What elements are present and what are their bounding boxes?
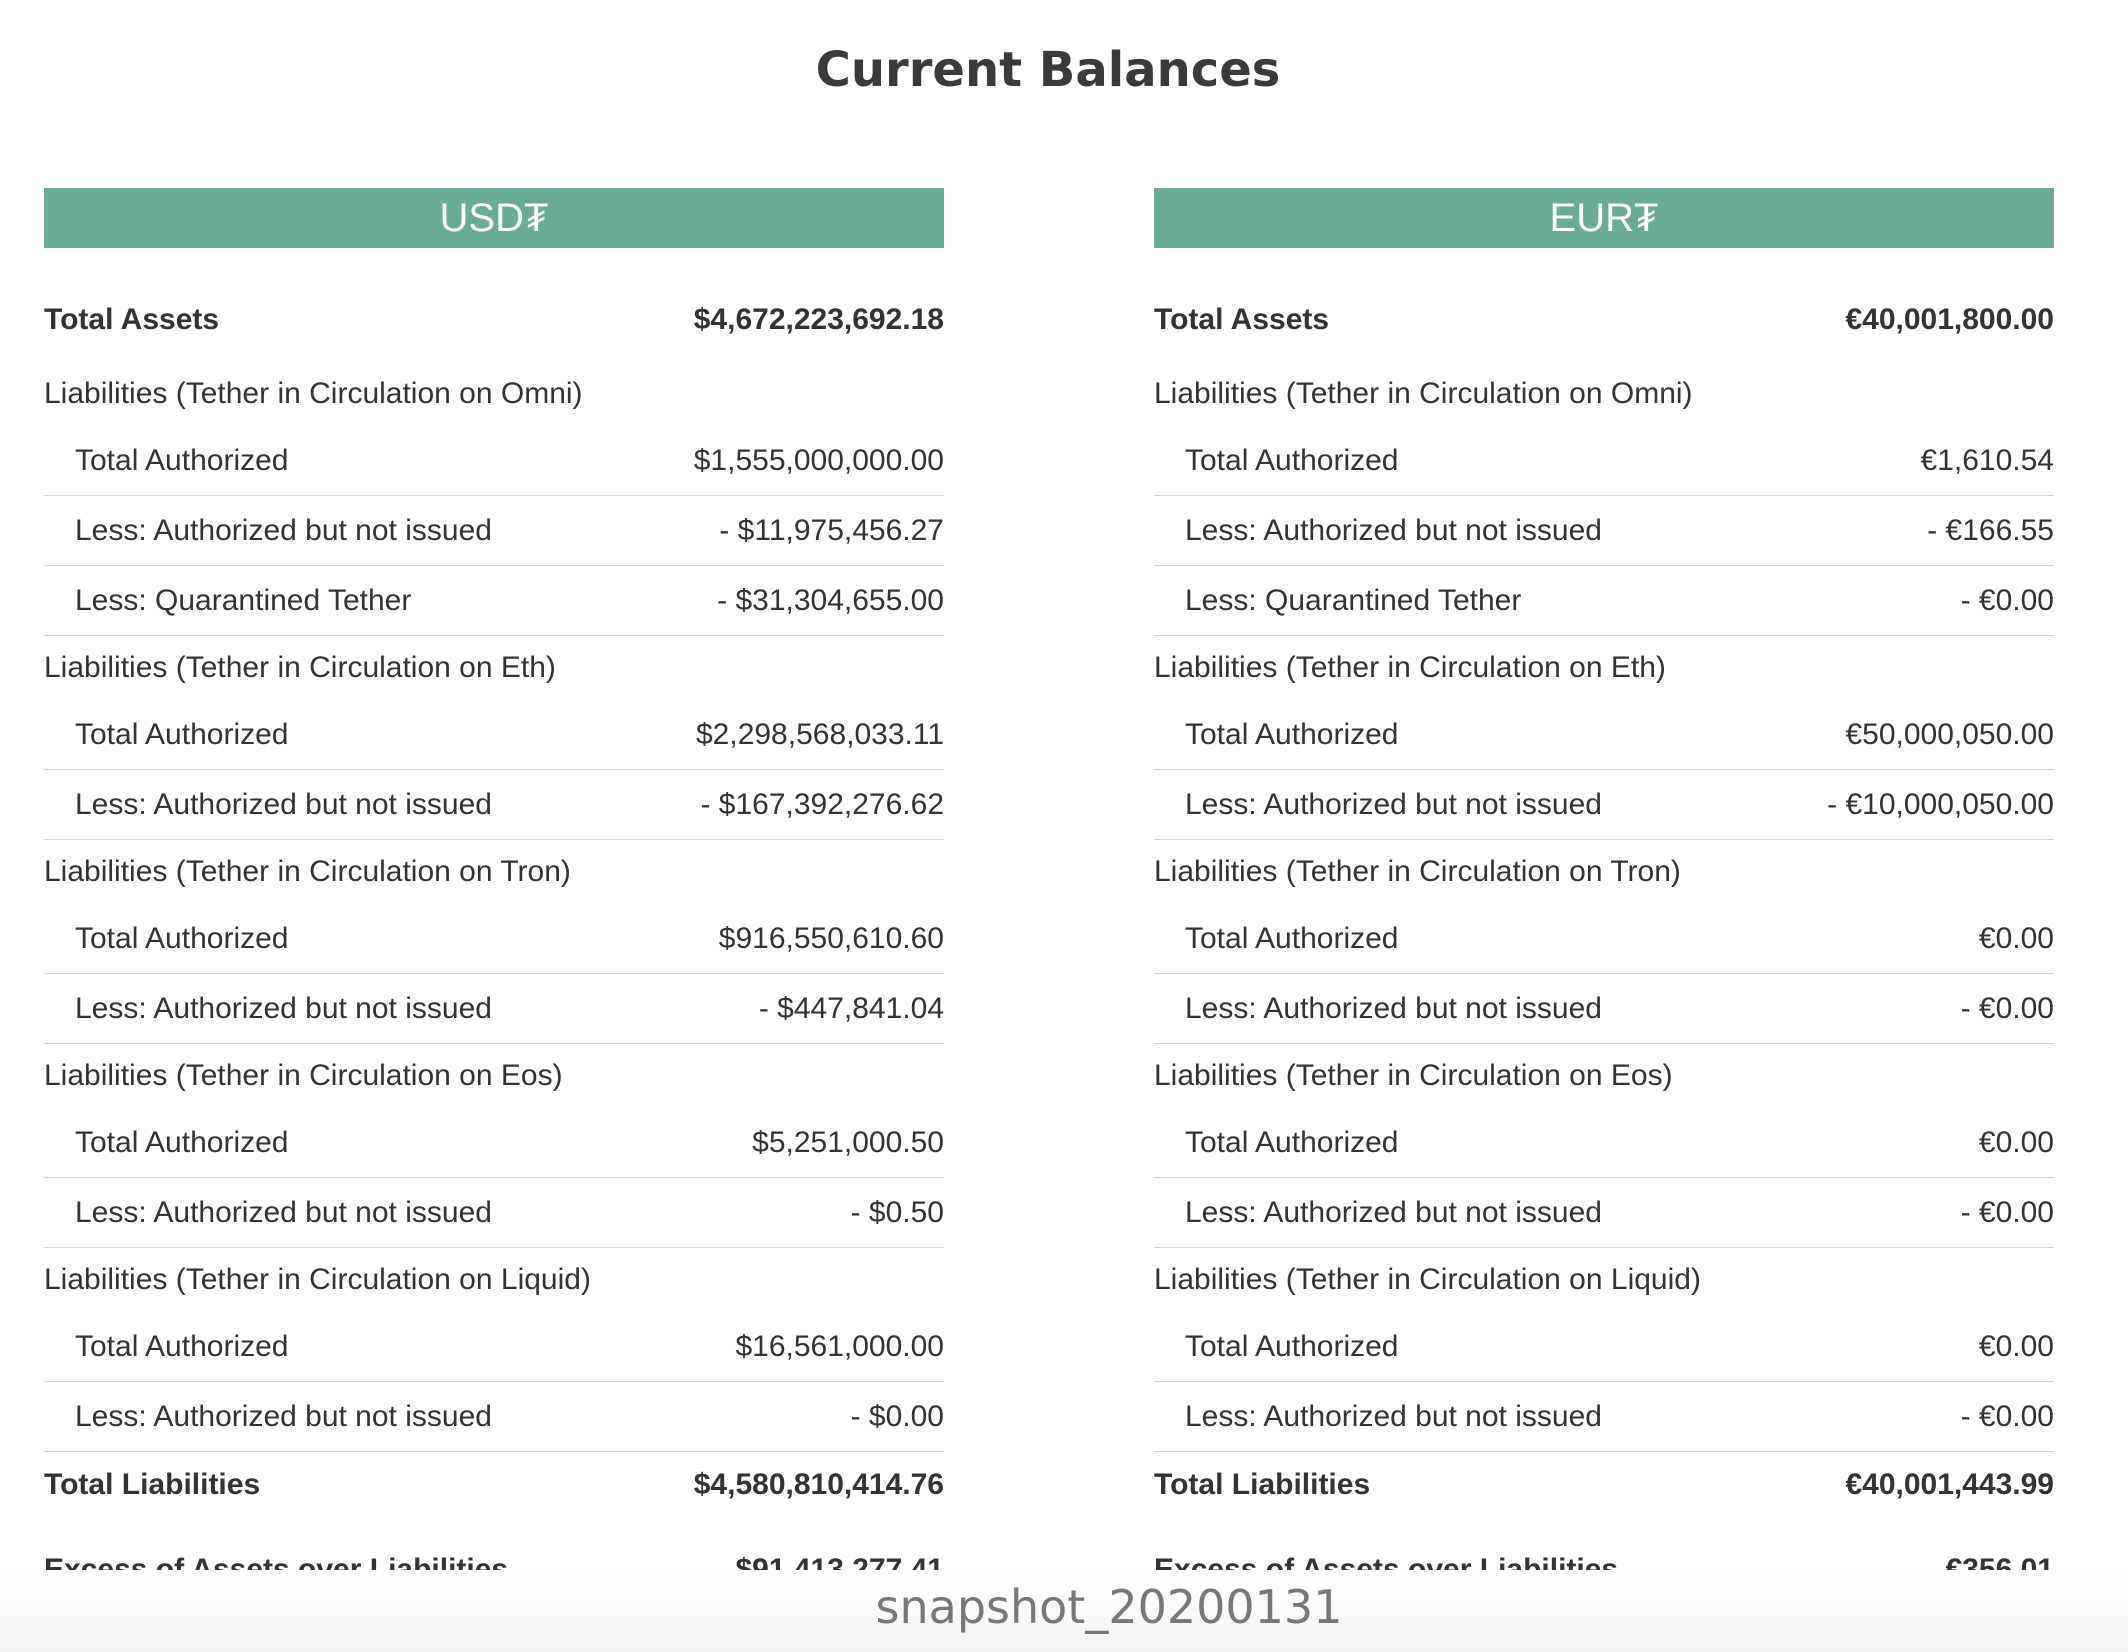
balance-row <box>1154 1178 2054 1248</box>
eur-column <box>1154 188 2054 1622</box>
row-label: Total Authorized <box>75 921 289 955</box>
usd-header: USD₮ <box>44 188 944 248</box>
row-label: Less: Authorized but not issued <box>75 513 492 547</box>
row-label: Less: Authorized but not issued <box>1185 991 1602 1025</box>
balance-row <box>1154 1108 2054 1178</box>
row-label: Less: Authorized but not issued <box>1185 1195 1602 1229</box>
row-label: Total Authorized <box>1185 1329 1399 1363</box>
row-label: Total Authorized <box>1185 717 1399 751</box>
section-label: Liabilities (Tether in Circulation on Omni) <box>1154 377 1693 410</box>
total-assets-label: Total Assets <box>1154 303 1330 336</box>
balance-row <box>44 904 944 974</box>
row-value: $1,555,000,000.00 <box>693 443 944 477</box>
balance-row <box>44 1382 944 1452</box>
section-label: Liabilities (Tether in Circulation on Omni) <box>44 377 583 410</box>
usd-total-liabilities-row <box>44 1452 944 1518</box>
balance-row <box>1154 974 2054 1044</box>
row-value: $5,251,000.50 <box>752 1125 944 1159</box>
row-label: Total Authorized <box>75 717 289 751</box>
row-value: $916,550,610.60 <box>718 921 944 955</box>
total-liabilities-value: €40,001,443.99 <box>1845 1468 2054 1501</box>
total-liabilities-value: $4,580,810,414.76 <box>693 1468 944 1501</box>
balance-row <box>44 770 944 840</box>
balance-row <box>1154 1312 2054 1382</box>
row-value: - $0.00 <box>850 1399 944 1433</box>
row-value: €0.00 <box>1978 921 2054 955</box>
row-value: €0.00 <box>1978 1125 2054 1159</box>
row-value: $16,561,000.00 <box>735 1329 944 1363</box>
row-value: - €0.00 <box>1960 1195 2054 1229</box>
row-label: Less: Authorized but not issued <box>1185 513 1602 547</box>
balance-row <box>1154 426 2054 496</box>
row-value: - €0.00 <box>1960 991 2054 1025</box>
row-label: Less: Authorized but not issued <box>75 1399 492 1433</box>
section-label: Liabilities (Tether in Circulation on Eos) <box>1154 1059 1673 1092</box>
row-value: €0.00 <box>1978 1329 2054 1363</box>
row-label: Less: Quarantined Tether <box>75 583 412 617</box>
row-label: Less: Authorized but not issued <box>75 1195 492 1229</box>
balance-row <box>44 1312 944 1382</box>
usd-rows <box>44 278 944 1622</box>
balance-row <box>44 1108 944 1178</box>
section-label: Liabilities (Tether in Circulation on Liquid) <box>1154 1263 1701 1296</box>
row-value: €1,610.54 <box>1920 443 2054 477</box>
snapshot-caption: snapshot_20200131 <box>875 1580 1343 1634</box>
page-title: Current Balances <box>815 42 1281 98</box>
row-value: €50,000,050.00 <box>1845 717 2054 751</box>
section-label: Liabilities (Tether in Circulation on Tron) <box>1154 855 1681 888</box>
eur-rows <box>1154 278 2054 1622</box>
total-assets-label: Total Assets <box>44 303 220 336</box>
eur-total-liabilities-row <box>1154 1452 2054 1518</box>
row-label: Total Authorized <box>75 443 289 477</box>
row-label: Total Authorized <box>1185 443 1399 477</box>
balance-row <box>44 974 944 1044</box>
balance-row <box>1154 904 2054 974</box>
section-label: Liabilities (Tether in Circulation on Eth) <box>1154 651 1666 684</box>
usd-total-assets-row <box>44 278 944 362</box>
total-assets-value: €40,001,800.00 <box>1845 303 2054 336</box>
balance-row <box>1154 700 2054 770</box>
row-value: - $0.50 <box>850 1195 944 1229</box>
total-assets-value: $4,672,223,692.18 <box>693 303 944 336</box>
eur-header: EUR₮ <box>1154 188 2054 248</box>
balance-row <box>44 496 944 566</box>
row-label: Total Authorized <box>1185 1125 1399 1159</box>
usd-column <box>44 188 944 1622</box>
section-label: Liabilities (Tether in Circulation on Tron) <box>44 855 571 888</box>
balance-row <box>1154 1382 2054 1452</box>
row-value: $2,298,568,033.11 <box>695 717 944 751</box>
balance-row <box>44 1178 944 1248</box>
section-label: Liabilities (Tether in Circulation on Eos) <box>44 1059 563 1092</box>
row-value: - €0.00 <box>1960 1399 2054 1433</box>
row-label: Total Authorized <box>1185 921 1399 955</box>
row-value: - $447,841.04 <box>758 991 944 1025</box>
eur-total-assets-row <box>1154 278 2054 362</box>
row-label: Less: Authorized but not issued <box>75 787 492 821</box>
section-label: Liabilities (Tether in Circulation on Eth) <box>44 651 556 684</box>
row-label: Less: Authorized but not issued <box>1185 787 1602 821</box>
row-value: - $31,304,655.00 <box>717 583 944 617</box>
row-label: Total Authorized <box>75 1125 289 1159</box>
row-label: Less: Authorized but not issued <box>1185 1399 1602 1433</box>
balance-row <box>44 426 944 496</box>
balance-row <box>44 566 944 636</box>
row-value: - $167,392,276.62 <box>700 787 944 821</box>
row-value: - $11,975,456.27 <box>719 513 944 547</box>
row-value: - €10,000,050.00 <box>1827 787 2054 821</box>
row-value: - €0.00 <box>1960 583 2054 617</box>
total-liabilities-label: Total Liabilities <box>44 1468 261 1501</box>
row-value: - €166.55 <box>1927 513 2054 547</box>
total-liabilities-label: Total Liabilities <box>1154 1468 1371 1501</box>
balance-row <box>1154 770 2054 840</box>
balance-row <box>1154 496 2054 566</box>
row-label: Less: Authorized but not issued <box>75 991 492 1025</box>
balance-row <box>44 700 944 770</box>
section-label: Liabilities (Tether in Circulation on Liquid) <box>44 1263 591 1296</box>
row-label: Less: Quarantined Tether <box>1185 583 1522 617</box>
row-label: Total Authorized <box>75 1329 289 1363</box>
balance-row <box>1154 566 2054 636</box>
